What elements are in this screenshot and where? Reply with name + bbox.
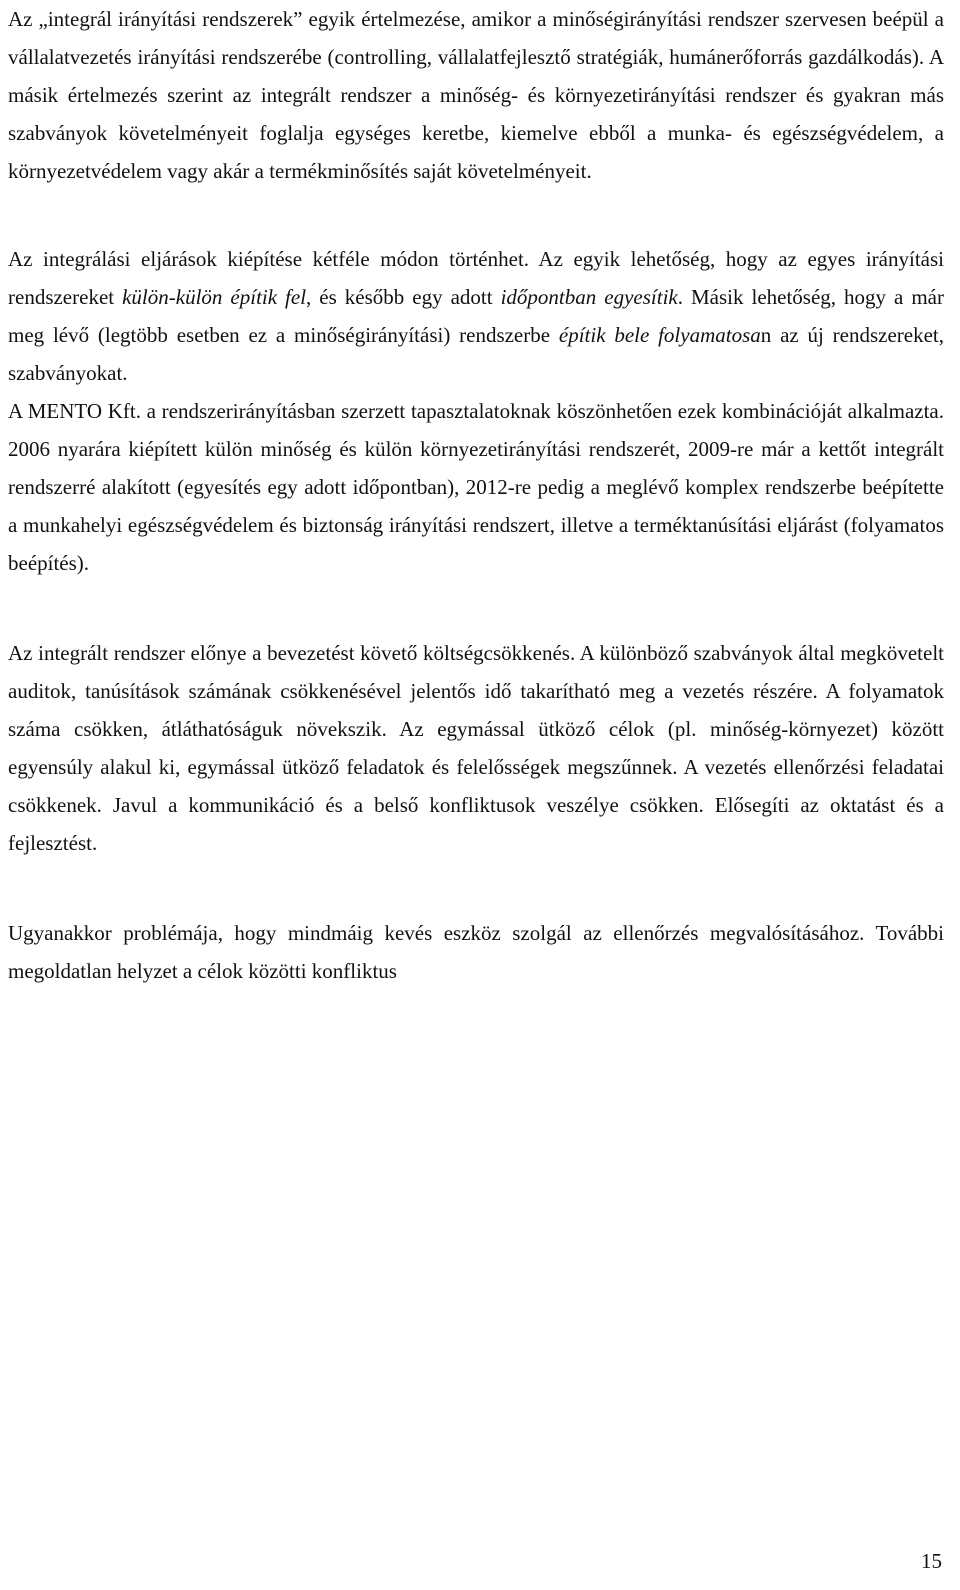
italic-text: külön-külön építik fel (122, 285, 307, 309)
paragraph (8, 634, 944, 862)
paragraph (8, 240, 944, 392)
paragraph-text: Az „integrál irányítási rendszerek” egyik értelmezése, amikor a minőségirányítási rendszer szervesen beépül a vállalatvezetés irányítási rendszerébe (controlling, vállalatfejlesztő stratégiák, humánerőforrás gazdálkodás). A másik értelmezés szerint az integrált rendszer a minőség- és környezetirányítási rendszer és gyakran más szabványok követelményeit foglalja egységes keretbe, kiemelve ebből a munka- és egészségvédelem, a környezetvédelem vagy akár a termékminősítés saját követelményeit. (8, 7, 944, 183)
document-page (8, 0, 944, 990)
page-number: 15 (921, 1549, 942, 1573)
paragraph (8, 392, 944, 582)
italic-text: építik bele folyamatosa (558, 323, 761, 347)
paragraph-text: Ugyanakkor problémája, hogy mindmáig kevés eszköz szolgál az ellenőrzés megvalósításához. További megoldatlan helyzet a célok közötti konfliktus (8, 921, 944, 983)
paragraph-text: . Másik lehetőség, hogy a már meg lévő (legtöbb esetben ez a minőségirányítási) rendszerbe (8, 285, 944, 347)
paragraph-text: n az új rendszereket, szabványokat. (8, 323, 944, 385)
paragraph-text: A MENTO Kft. a rendszerirányításban szerzett tapasztalatoknak köszönhetően ezek kombinációját alkalmazta. 2006 nyarára kiépített külön minőség és külön környezetirányítási rendszerét, 2009-re már a kettőt integrált rendszerré alakított (egyesítés egy adott időpontban), 2012-re pedig a meglévő komplex rendszerbe beépítette a munkahelyi egészségvédelem és biztonság irányítási rendszert, illetve a terméktanúsítási eljárást (folyamatos beépítés). (8, 399, 944, 575)
paragraph (8, 0, 944, 190)
paragraph (8, 914, 944, 990)
italic-text: időpontban egyesítik (500, 285, 678, 309)
paragraph-text: , és később egy adott (306, 285, 501, 309)
paragraph-text: Az integrált rendszer előnye a bevezetést követő költségcsökkenés. A különböző szabványok által megkövetelt auditok, tanúsítások számának csökkenésével jelentős idő takarítható meg a vezetés részére. A folyamatok száma csökken, átláthatóságuk növekszik. Az egymással ütköző célok (pl. minőség-környezet) között egyensúly alakul ki, egymással ütköző feladatok és felelősségek megszűnnek. A vezetés ellenőrzési feladatai csökkenek. Javul a kommunikáció és a belső konfliktusok veszélye csökken. Elősegíti az oktatást és a fejlesztést. (8, 641, 944, 855)
paragraph-text: Az integrálási eljárások kiépítése kétféle módon történhet. Az egyik lehetőség, hogy az egyes irányítási rendszereket (8, 247, 944, 309)
